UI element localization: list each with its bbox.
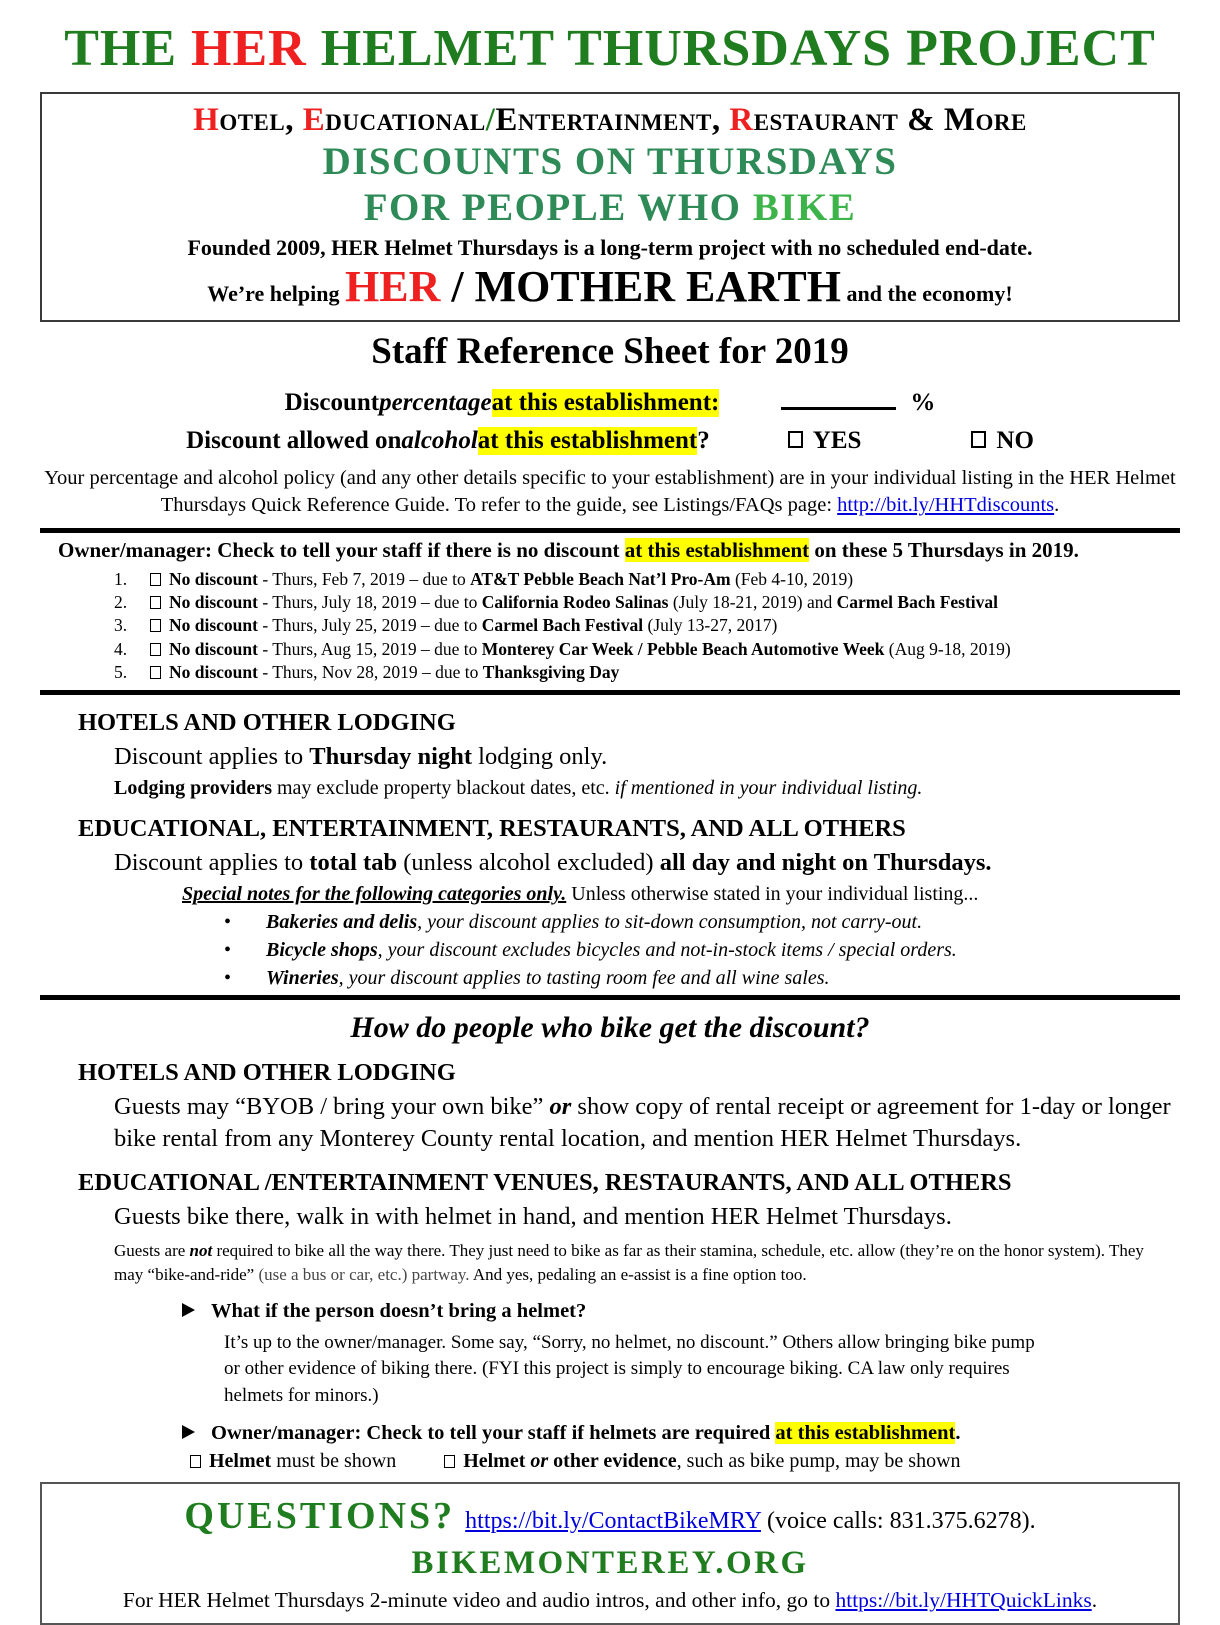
- bullet-text: [266, 939, 957, 962]
- blackout-item: [40, 661, 1180, 684]
- rule-text: Discount applies to: [114, 742, 310, 770]
- project-banner: [40, 92, 1180, 322]
- percentage-blank-field[interactable]: [781, 385, 896, 410]
- cat-text: ducational: [325, 102, 486, 139]
- contact-bike-mry-link[interactable]: https://bit.ly/ContactBikeMRY: [465, 1508, 761, 1535]
- quick-links-line: [48, 1585, 1172, 1615]
- blackout-item: [40, 591, 1180, 614]
- quick-links-post: .: [1091, 1588, 1098, 1613]
- helping-post: and the economy!: [840, 281, 1013, 307]
- special-notes-underlined: Special notes for the following categories only.: [182, 883, 567, 906]
- initial-r: R: [729, 102, 754, 139]
- not-bold: not: [189, 1240, 213, 1260]
- bike-word: BIKE: [752, 185, 857, 229]
- no-discount-checkbox[interactable]: [150, 596, 161, 609]
- guide-note: [40, 465, 1180, 519]
- item-tail: (July 13-27, 2017): [643, 615, 778, 636]
- note-italic: if mentioned in your individual listing.: [614, 776, 923, 799]
- yes-checkbox[interactable]: [788, 431, 803, 448]
- establishment-highlight: at this establishment: [624, 537, 810, 562]
- honor-text: Guests are: [114, 1240, 190, 1260]
- special-notes-line: [40, 883, 1180, 906]
- how-discount-heading: How do people who bike get the discount?: [350, 1011, 870, 1045]
- initial-e: E: [302, 102, 326, 139]
- no-discount-label: No discount: [169, 568, 258, 589]
- item-number: 4.: [114, 638, 128, 659]
- thursday-night-bold: Thursday night: [309, 742, 473, 770]
- other-rule-line: [40, 847, 1175, 879]
- establishment-highlight: at this establishment: [477, 427, 698, 455]
- hht-quick-links-link[interactable]: https://bit.ly/HHTQuickLinks: [835, 1588, 1092, 1613]
- item-event-2: Carmel Bach Festival: [836, 591, 999, 612]
- no-discount-label: No discount: [169, 638, 258, 659]
- item-number: 2.: [114, 591, 128, 612]
- cat-text: otel,: [219, 102, 303, 139]
- how-text: Guests may “BYOB / bring your own bike”: [114, 1093, 550, 1121]
- helmet-options-row: [40, 1450, 1180, 1473]
- partway-text: (use a bus or car, etc.) partway.: [258, 1264, 470, 1284]
- no-discount-checkbox[interactable]: [150, 666, 161, 679]
- founded-line: Founded 2009, HER Helmet Thursdays is a long-term project with no scheduled end-date.: [187, 234, 1033, 260]
- item-tail: (Aug 9-18, 2019): [884, 638, 1011, 659]
- category-bullet: [40, 967, 1180, 990]
- item-tail: (July 18-21, 2019) and: [668, 591, 837, 612]
- categories-line: [48, 102, 1172, 138]
- item-date: - Thurs, July 25, 2019 – due to: [257, 615, 482, 636]
- no-discount-checkbox[interactable]: [150, 573, 161, 586]
- initial-h: H: [193, 102, 220, 139]
- other-categories-heading: EDUCATIONAL, ENTERTAINMENT, RESTAURANTS, AND ALL OTHERS: [78, 814, 906, 842]
- helmet-answer: It’s up to the owner/manager. Some say, “Sorry, no helmet, no discount.” Others allow bringing bike pump or other evidence of biking there. (FYI this project is simply to encourage biking. CA law only requires helmets for minors.): [224, 1331, 1035, 1406]
- arrow-bullet-icon: [182, 1303, 195, 1317]
- bullet-icon: •: [224, 967, 232, 990]
- helmets-required-post: .: [955, 1422, 961, 1445]
- item-date: - Thurs, Aug 15, 2019 – due to: [257, 638, 482, 659]
- helmet-question: [40, 1300, 1180, 1323]
- arrow-bullet-icon: [182, 1425, 195, 1439]
- title-the: THE: [64, 20, 192, 77]
- rule-text: (unless alcohol excluded): [397, 848, 660, 876]
- lodging-rule-line: [40, 741, 1175, 773]
- item-tail: (Feb 4-10, 2019): [730, 568, 854, 589]
- note-text: may exclude property blackout dates, etc.: [272, 776, 615, 799]
- item-event: Carmel Bach Festival: [481, 615, 644, 636]
- item-event: California Rodeo Salinas: [481, 591, 669, 612]
- questions-line: [48, 1488, 1172, 1545]
- category-rule: , your discount excludes bicycles and not-in-stock items / special orders.: [377, 939, 957, 962]
- alcohol-word: alcohol: [401, 427, 478, 455]
- category-bullet: [40, 939, 1180, 962]
- helmets-required-pre: Owner/manager: Check to tell your staff if helmets are required: [211, 1422, 776, 1445]
- establishment-highlight: at this establishment:: [491, 389, 720, 417]
- no-label: NO: [996, 427, 1034, 455]
- questions-word: QUESTIONS?: [184, 1495, 456, 1538]
- lodging-providers-note: [40, 775, 1180, 801]
- divider-rule: [40, 690, 1180, 695]
- blackout-heading-post: on these 5 Thursdays in 2019.: [809, 537, 1079, 562]
- bullet-icon: •: [224, 939, 232, 962]
- venues-how-heading: EDUCATIONAL /ENTERTAINMENT VENUES, RESTAURANTS, AND ALL OTHERS: [78, 1169, 1012, 1197]
- item-number: 3.: [114, 615, 128, 636]
- category-rule: , your discount applies to sit-down consumption, not carry-out.: [417, 911, 923, 934]
- helmet-bold: Helmet: [463, 1450, 531, 1473]
- blackout-item: [40, 614, 1180, 637]
- title-her: HER: [191, 20, 307, 77]
- how-text: show copy of rental receipt or agreement for 1-day or longer bike rental from any Monterey County rental location, and mention HER Helmet Thursdays.: [114, 1093, 1171, 1153]
- no-discount-checkbox[interactable]: [150, 643, 161, 656]
- slash-divider: /: [485, 102, 496, 139]
- divider-rule: [40, 528, 1180, 533]
- category-name: Bicycle shops: [266, 939, 378, 962]
- for-people-line: [48, 185, 1172, 231]
- option-text: , such as bike pump, may be shown: [676, 1450, 961, 1473]
- item-date: - Thurs, Feb 7, 2019 – due to: [257, 568, 471, 589]
- no-discount-label: No discount: [169, 615, 258, 636]
- category-name: Wineries: [266, 967, 339, 990]
- hotels-how-heading: HOTELS AND OTHER LODGING: [78, 1059, 456, 1087]
- no-discount-label: No discount: [169, 662, 258, 683]
- category-name: Bakeries and delis: [266, 911, 418, 934]
- page-title: [40, 20, 1180, 78]
- or-italic: or: [530, 1450, 549, 1473]
- no-discount-label: No discount: [169, 591, 258, 612]
- guide-note-period: .: [1054, 494, 1060, 517]
- providers-bold: Lodging providers: [114, 776, 272, 799]
- bullet-text: [266, 967, 830, 990]
- blackout-item: [40, 568, 1180, 591]
- rule-text: lodging only.: [472, 742, 608, 770]
- for-people-text: FOR PEOPLE WHO: [363, 185, 753, 229]
- sheet-title: Staff Reference Sheet for 2019: [371, 331, 849, 373]
- discount-label: Discount: [284, 389, 380, 417]
- helping-earth: MOTHER EARTH: [474, 262, 841, 312]
- divider-rule: [40, 995, 1180, 1000]
- helmet-bold: Helmet: [209, 1450, 272, 1473]
- quick-links-pre: For HER Helmet Thursdays 2-minute video and audio intros, and other info, go to: [122, 1588, 836, 1613]
- other-evidence-bold: other evidence: [548, 1450, 677, 1473]
- helping-her: HER: [345, 262, 441, 312]
- special-notes-rest: Unless otherwise stated in your individual listing...: [566, 883, 979, 906]
- rule-text: Discount applies to: [114, 848, 310, 876]
- voice-calls-text: (voice calls: 831.375.6278).: [760, 1508, 1036, 1535]
- establishment-highlight: at this establishment: [775, 1422, 956, 1445]
- question-mark: ?: [697, 427, 710, 455]
- bikemonterey-site: BIKEMONTEREY.ORG: [411, 1545, 809, 1582]
- helping-line: [48, 264, 1172, 310]
- title-rest: HELMET THURSDAYS PROJECT: [306, 20, 1156, 77]
- honor-text: And yes, pedaling an e-assist is a fine option too.: [469, 1264, 807, 1284]
- item-event: AT&T Pebble Beach Nat’l Pro-Am: [470, 568, 731, 589]
- hht-discounts-link[interactable]: http://bit.ly/HHTdiscounts: [837, 494, 1055, 517]
- honor-system-note: [40, 1239, 1175, 1287]
- category-rule: , your discount applies to tasting room fee and all wine sales.: [338, 967, 830, 990]
- discount-percentage-row: [40, 385, 1180, 417]
- total-tab-bold: total tab: [309, 848, 398, 876]
- no-discount-checkbox[interactable]: [150, 619, 161, 632]
- helmets-required-heading: [40, 1422, 1180, 1445]
- bullet-text: [266, 911, 922, 934]
- no-checkbox[interactable]: [971, 431, 986, 448]
- other-evidence-checkbox[interactable]: [444, 1455, 455, 1468]
- item-date: - Thurs, Nov 28, 2019 – due to: [257, 662, 483, 683]
- hotels-how-body: [40, 1091, 1175, 1155]
- or-bold: or: [549, 1093, 572, 1121]
- item-event: Monterey Car Week / Pebble Beach Automotive Week: [481, 638, 885, 659]
- discounts-line: DISCOUNTS ON THURSDAYS: [322, 139, 898, 183]
- item-date: - Thurs, July 18, 2019 – due to: [257, 591, 482, 612]
- all-day-bold: all day and night on Thursdays.: [659, 848, 992, 876]
- guide-note-text: Your percentage and alcohol policy (and any other details specific to your establishment) are in your individual listing in the HER Helmet Thursdays Quick Reference Guide. To refer to the guide, see Listings/FAQs page:: [44, 467, 1176, 517]
- helmet-question-text: What if the person doesn’t bring a helmet?: [211, 1299, 587, 1322]
- helping-pre: We’re helping: [207, 281, 346, 307]
- helping-slash: /: [440, 262, 475, 312]
- bullet-icon: •: [224, 911, 232, 934]
- alcohol-discount-row: [40, 427, 1180, 455]
- option-text: must be shown: [271, 1450, 397, 1473]
- hotels-lodging-heading: HOTELS AND OTHER LODGING: [78, 708, 456, 736]
- item-event: Thanksgiving Day: [482, 662, 620, 683]
- helmet-shown-checkbox[interactable]: [190, 1455, 201, 1468]
- cat-text: estaurant & More: [753, 102, 1027, 139]
- alcohol-label: Discount allowed on: [186, 427, 402, 455]
- questions-footer-box: [40, 1482, 1180, 1625]
- venues-how-body: Guests bike there, walk in with helmet in hand, and mention HER Helmet Thursdays.: [114, 1203, 952, 1231]
- item-number: 1.: [114, 568, 128, 589]
- percentage-word: percentage: [379, 389, 492, 417]
- yes-label: YES: [812, 427, 862, 455]
- category-bullet: [40, 911, 1180, 934]
- blackout-heading-pre: Owner/manager: Check to tell your staff if there is no discount: [58, 537, 625, 562]
- blackout-item: [40, 638, 1180, 661]
- honor-text: required to bike all the way there. They just need to bike as far as their stamina, schedule, etc. allow (they’re on the honor system). They may “bike-and-ride”: [114, 1240, 1144, 1284]
- percent-sign: %: [910, 389, 936, 417]
- blackout-heading: [40, 538, 1180, 563]
- cat-text: Entertainment,: [495, 102, 730, 139]
- item-number: 5.: [114, 662, 128, 683]
